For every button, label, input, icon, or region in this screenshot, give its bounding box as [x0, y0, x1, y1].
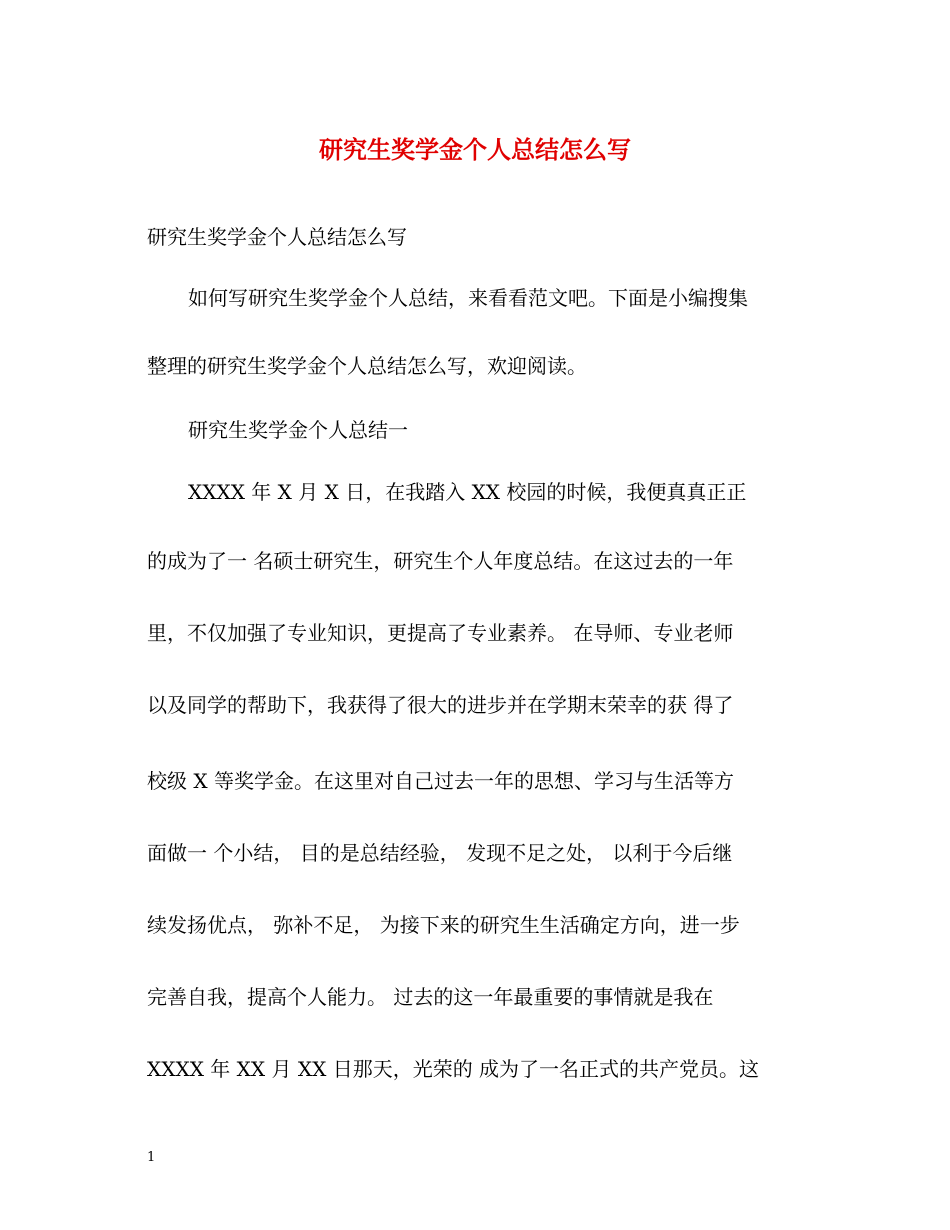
subtitle-line: 研究生奖学金个人总结怎么写: [147, 225, 407, 249]
paragraph-line: 校级 X 等奖学金。在这里对自己过去一年的思想、学习与生活等方: [147, 769, 734, 793]
paragraph-line: 完善自我，提高个人能力。 过去的这一年最重要的事情就是我在: [147, 985, 714, 1009]
paragraph-line: XXXX 年 X 月 X 日，在我踏入 XX 校园的时候，我便真真正正: [188, 480, 747, 504]
paragraph-line: 续发扬优点， 弥补不足， 为接下来的研究生生活确定方向，进一步: [147, 913, 740, 937]
paragraph-line: XXXX 年 XX 月 XX 日那天，光荣的 成为了一名正式的共产党员。这: [147, 1057, 760, 1081]
page-number: 1: [147, 1150, 156, 1165]
paragraph-line: 面做一 个小结， 目的是总结经验， 发现不足之处， 以利于今后继: [147, 841, 733, 865]
paragraph-line: 以及同学的帮助下，我获得了很大的进步并在学期末荣幸的获 得了: [147, 693, 734, 717]
paragraph-line: 如何写研究生奖学金个人总结，来看看范文吧。下面是小编搜集: [188, 286, 748, 310]
document-title: 研究生奖学金个人总结怎么写: [319, 135, 631, 164]
paragraph-line: 的成为了一 名硕士研究生，研究生个人年度总结。在这过去的一年: [147, 549, 734, 573]
paragraph-line: 整理的研究生奖学金个人总结怎么写，欢迎阅读。: [147, 354, 587, 378]
section-heading: 研究生奖学金个人总结一: [188, 418, 408, 442]
paragraph-line: 里，不仅加强了专业知识，更提高了专业素养。 在导师、专业老师: [147, 621, 734, 645]
